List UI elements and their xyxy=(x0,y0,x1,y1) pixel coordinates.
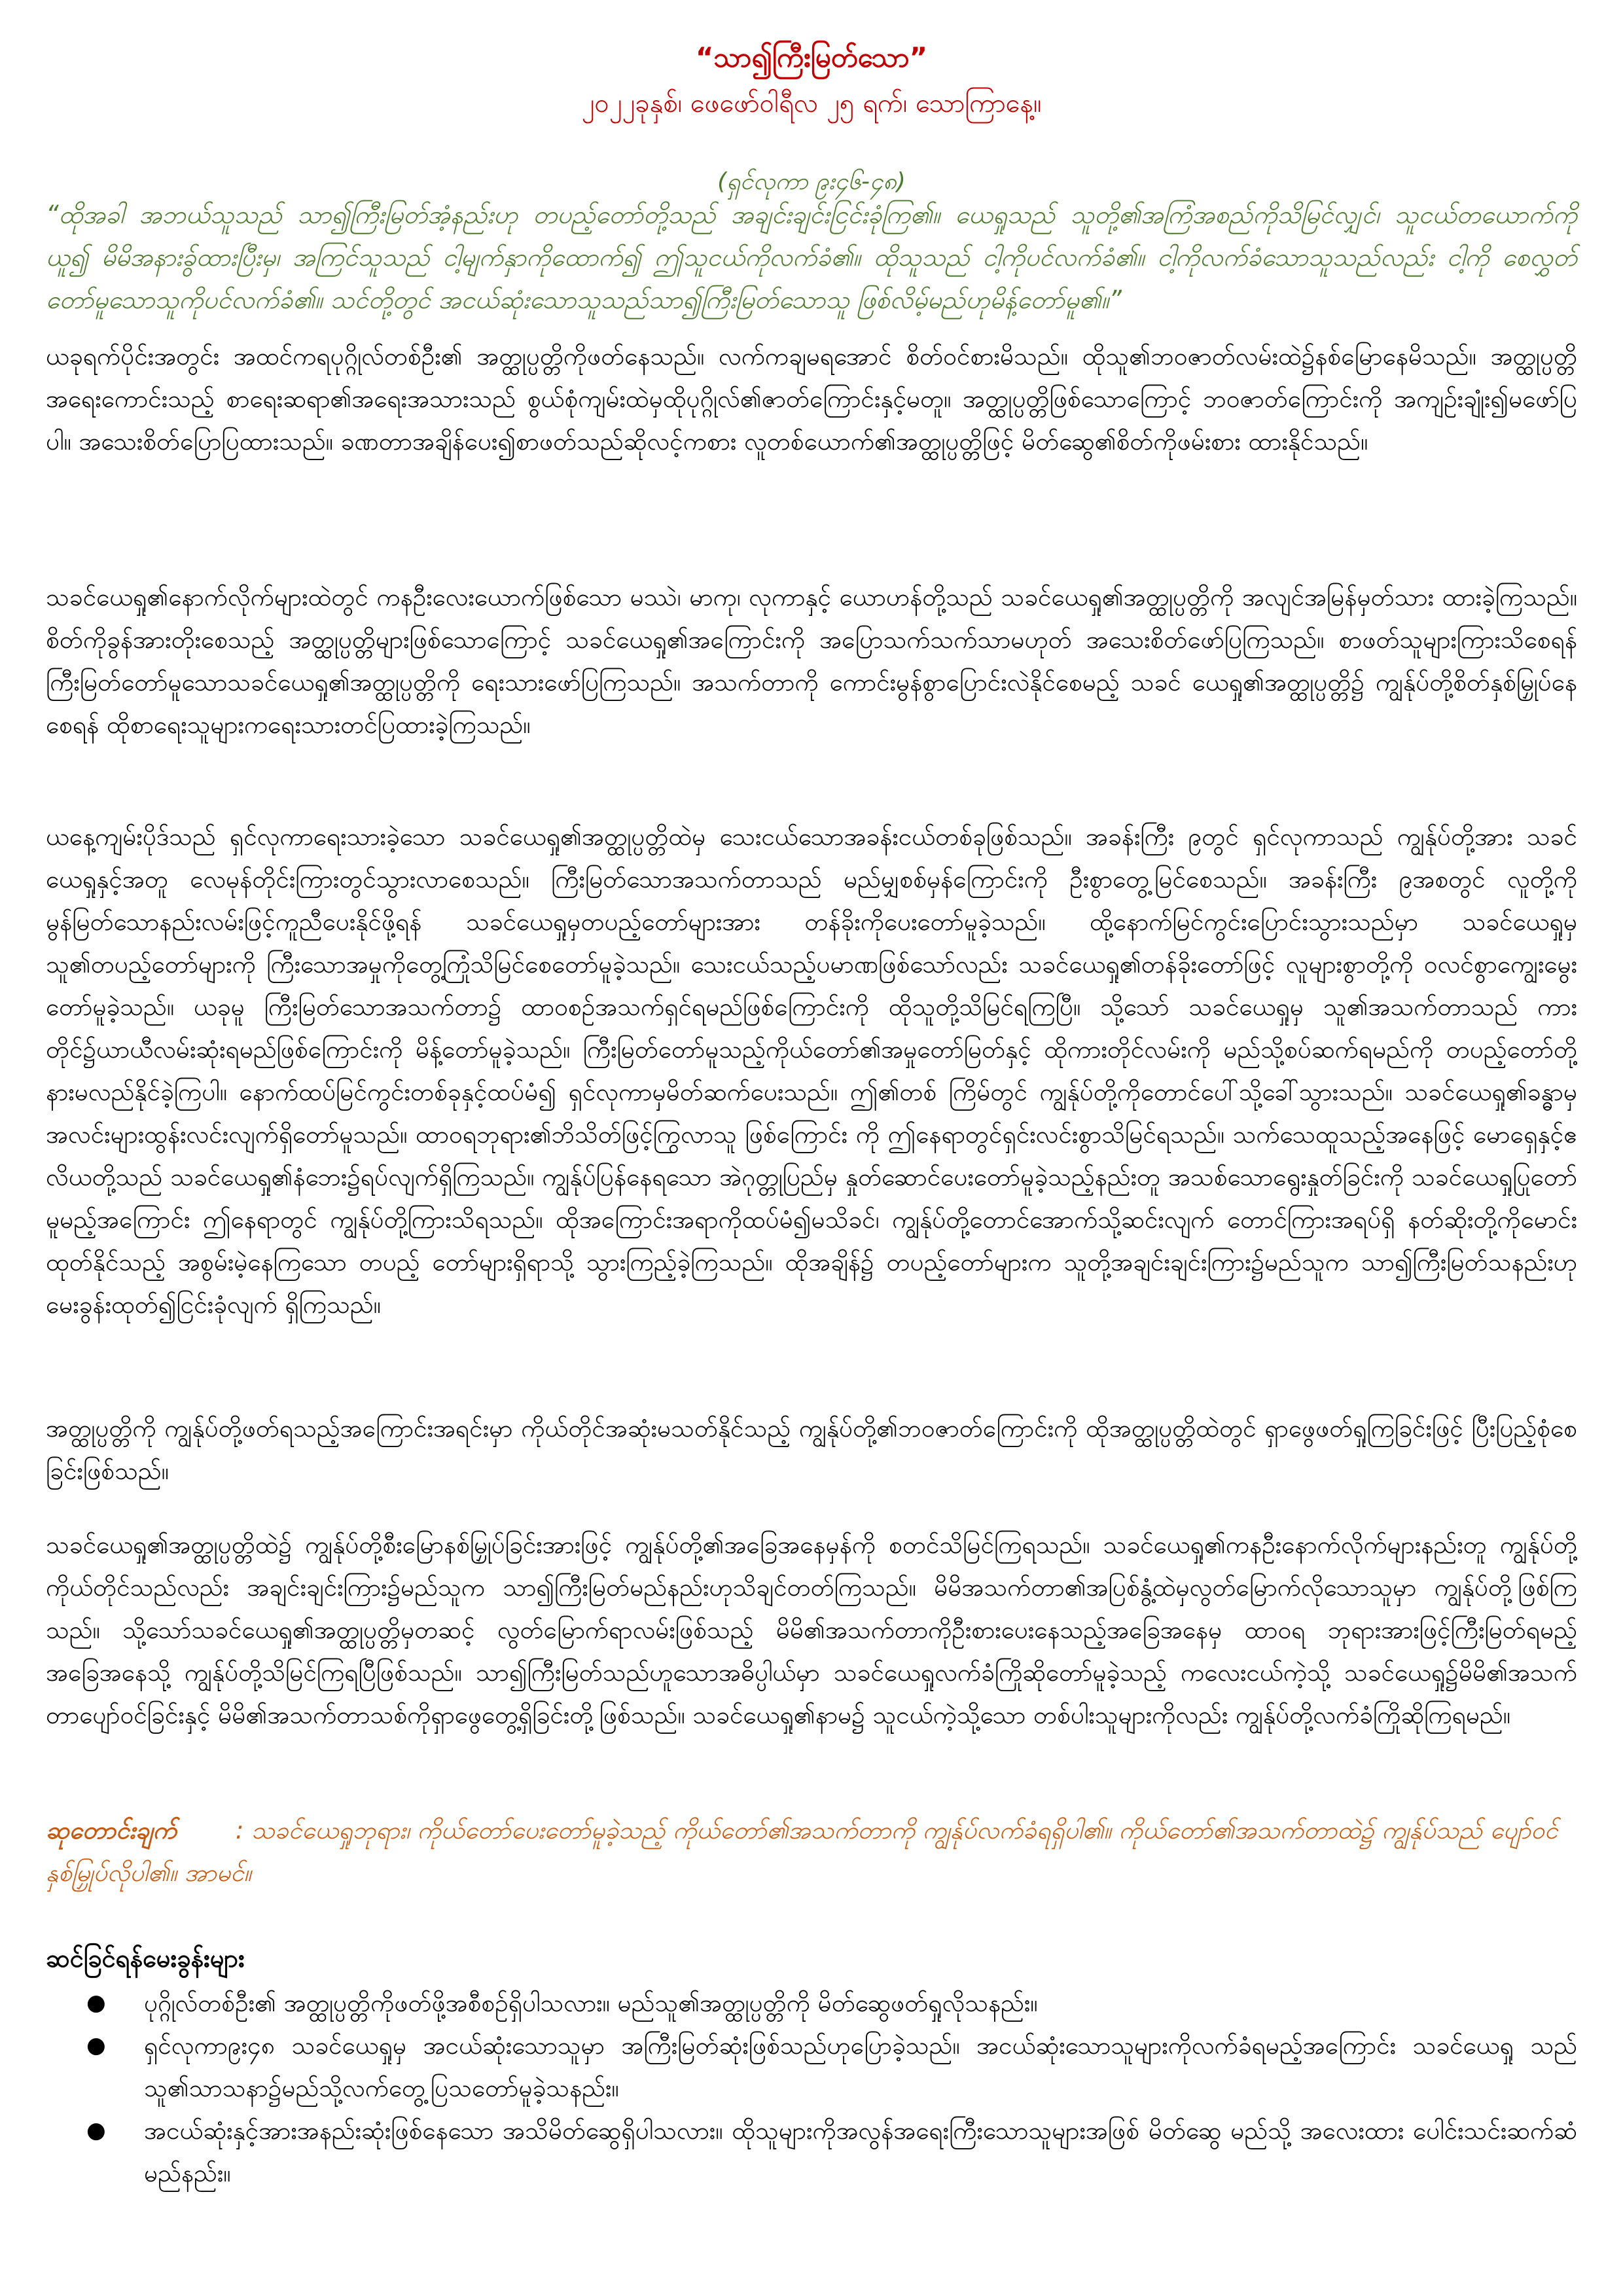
prayer-block xyxy=(46,1809,1577,1894)
body-paragraph-1: ယခုရက်ပိုင်းအတွင်း အထင်ကရပုဂ္ဂိုလ်တစ်ဦး၏ အတ္ထုပ္ပတ္တိကိုဖတ်နေသည်။ လက်ကချမရအောင် စိတ်ဝင်စားမိသည်။ ထိုသူ၏ဘဝဇာတ်လမ်းထဲ၌နစ်မြောနေမိသည်။ အတ္ထုပ္ပတ္တိအရေးကောင်းသည့် စာရေးဆရာ၏အရေးအသားသည် စွယ်စုံကျမ်းထဲမှထိုပုဂ္ဂိုလ်၏ဇာတ်ကြောင်းနှင့်မတူ။ အတ္ထုပ္ပတ္တိဖြစ်သောကြောင့် ဘဝဇာတ်ကြောင်းကို အကျဉ်းချုံး၍မဖော်ပြပါ။ အသေးစိတ်ပြောပြထားသည်။ ခဏတာအချိန်ပေး၍စာဖတ်သည်ဆိုလင့်ကစား လူတစ်ယောက်၏အတ္ထုပ္ပတ္တိဖြင့် မိတ်ဆွေ၏စိတ်ကိုဖမ်းစား ထားနိုင်သည်။ xyxy=(46,342,1577,456)
date-line: ၂၀၂၂ခုနှစ်၊ ဖေဖော်ဝါရီလ ၂၅ ရက်၊ သောကြာနေ့။ xyxy=(581,88,1042,118)
scripture-reference: (ရှင်လုကာ ၉း၄၆-၄၈) xyxy=(717,168,906,195)
list-item xyxy=(46,2024,1577,2109)
body-paragraph-3: ယနေ့ကျမ်းပိုဒ်သည် ရှင်လုကာရေးသားခဲ့သော သခင်ယေရှု၏အတ္ထုပ္ပတ္တိထဲမှ သေးငယ်သောအခန်းငယ်တစ်ခုဖြစ်သည်။ အခန်းကြီး ၉တွင် ရှင်လုကာသည် ကျွန်ုပ်တို့အား သခင်ယေရှုနှင့်အတူ လေမုန်တိုင်းကြားတွင်သွားလာစေသည်။ ကြီးမြတ်သောအသက်တာသည် မည်မျှစစ်မှန်ကြောင်းကို ဦးစွာတွေ့မြင်စေသည်။ အခန်းကြီး ၉အစတွင် လူတို့ကို မွန်မြတ်သောနည်းလမ်းဖြင့်ကူညီပေးနိုင်ဖို့ရန် သခင်ယေရှုမှတပည့်တော်များအား တန်ခိုးကိုပေးတော်မူခဲ့သည်။ ထို့နောက်မြင်ကွင်းပြောင်းသွားသည်မှာ သခင်ယေရှုမှ သူ၏တပည့်တော်များကို ကြီးသောအမှုကိုတွေ့ကြုံသိမြင်စေတော်မူခဲ့သည်။ သေးငယ်သည့်ပမာဏဖြစ်သော်လည်း သခင်ယေရှု၏တန်ခိုးတော်ဖြင့် လူများစွာတို့ကို ဝလင်စွာကျွေးမွေးတော်မူခဲ့သည်။ ယခုမူ ကြီးမြတ်သောအသက်တာ၌ ထာဝစဉ်အသက်ရှင်ရမည်ဖြစ်ကြောင်းကို ထိုသူတို့သိမြင်ရကြပြီ။ သို့သော် သခင်ယေရှုမှ သူ၏အသက်တာသည် ကားတိုင်၌ယာယီလမ်းဆုံးရမည်ဖြစ်ကြောင်းကို မိန့်တော်မူခဲ့သည်။ ကြီးမြတ်တော်မူသည့်ကိုယ်တော်၏အမှုတော်မြတ်နှင့် ထိုကားတိုင်လမ်းကို မည်သို့စပ်ဆက်ရမည်ကို တပည့်တော်တို့နားမလည်နိုင်ခဲ့ကြပါ။ နောက်ထပ်မြင်ကွင်းတစ်ခုနှင့်ထပ်မံ၍ ရှင်လုကာမှမိတ်ဆက်ပေးသည်။ ဤ၏တစ် ကြိမ်တွင် ကျွန်ုပ်တို့ကိုတောင်ပေါ်သို့ခေါ်သွားသည်။ သခင်ယေရှု၏ခန္ဓာမှ အလင်းများထွန်းလင်းလျက်ရှိတော်မူသည်။ ထာဝရဘုရား၏ဘိသိတ်ဖြင့်ကြွလာသူ ဖြစ်ကြောင်း ကို ဤနေရာတွင်ရှင်းလင်းစွာသိမြင်ရသည်။ သက်သေထူသည့်အနေဖြင့် မောရှေနှင့်ဧလိယတို့သည် သခင်ယေရှု၏နံဘေး၌ရပ်လျက်ရှိကြသည်။ ကျွန်ုပ်ပြန်နေရသော အဲဂုတ္တုပြည်မှ နှုတ်ဆောင်ပေးတော်မူခဲ့သည့်နည်းတူ အသစ်သောရွေးနှုတ်ခြင်းကို သခင်ယေရှုပြုတော်မူမည့်အကြောင်း ဤနေရာတွင် ကျွန်ုပ်တို့ကြားသိရသည်။ ထိုအကြောင်းအရာကိုထပ်မံ၍မသိခင်၊ ကျွန်ုပ်တို့တောင်အောက်သို့ဆင်းလျက် တောင်ကြားအရပ်ရှိ နတ်ဆိုးတို့ကိုမောင်းထုတ်နိုင်သည့် အစွမ်းမဲ့နေကြသော တပည့် တော်များရှိရာသို့ သွားကြည့်ခဲ့ကြသည်။ ထိုအချိန်၌ တပည့်တော်များက သူတို့အချင်းချင်းကြား၌မည်သူက သာ၍ကြီးမြတ်သနည်းဟုမေးခွန်းထုတ်၍ငြင်းခုံလျက် ရှိကြသည်။ xyxy=(46,823,1577,1319)
list-item xyxy=(46,2109,1577,2195)
body-paragraph-4: အတ္ထုပ္ပတ္တိကို ကျွန်ုပ်တို့ဖတ်ရသည့်အကြောင်းအရင်းမှာ ကိုယ်တိုင်အဆုံးမသတ်နိုင်သည့် ကျွန်ုပ်တို့၏ဘဝဇာတ်ကြောင်းကို ထိုအတ္ထုပ္ပတ္တိထဲတွင် ရှာဖွေဖတ်ရှုကြခြင်းဖြင့် ပြီးပြည့်စုံစေခြင်းဖြစ်သည်။ xyxy=(46,1414,1577,1485)
prayer-text: : သခင်ယေရှုဘုရား၊ ကိုယ်တော်ပေးတော်မူခဲ့သည့် ကိုယ်တော်၏အသက်တာကို ကျွန်ုပ်လက်ခံရရှိပါ၏။ ကိုယ်တော်၏အသက်တာထဲ၌ ကျွန်ုပ်သည် ပျော်ဝင်နှစ်မြှုပ်လိုပါ၏။ အာမင်။ xyxy=(46,1816,1558,1887)
questions-heading: ဆင်ခြင်ရန်မေးခွန်းများ xyxy=(46,1944,245,1973)
body-paragraph-5: သခင်ယေရှု၏အတ္ထုပ္ပတ္တိထဲ၌ ကျွန်ုပ်တို့စီးမြောနစ်မြှုပ်ခြင်းအားဖြင့် ကျွန်ုပ်တို့၏အခြေအနေမှန်ကို စတင်သိမြင်ကြရသည်။ သခင်ယေရှု၏ကနဦးနောက်လိုက်များနည်းတူ ကျွန်ုပ်တို့ကိုယ်တိုင်သည်လည်း အချင်းချင်းကြား၌မည်သူက သာ၍ကြီးမြတ်မည်နည်းဟုသိချင်တတ်ကြသည်။ မိမိအသက်တာ၏အပြစ်နွံ့ထဲမှလွတ်မြောက်လိုသောသူမှာ ကျွန်ုပ်တို့ဖြစ်ကြသည်။ သို့သော်သခင်ယေရှု၏အတ္ထုပ္ပတ္တိမှတဆင့် လွတ်မြောက်ရာလမ်းဖြစ်သည့် မိမိ၏အသက်တာကိုဦးစားပေးနေသည့်အခြေအနေမှ ထာဝရ ဘုရားအားဖြင့်ကြီးမြတ်ရမည့်အခြေအနေသို့ ကျွန်ုပ်တို့သိမြင်ကြရပြီဖြစ်သည်။ သာ၍ကြီးမြတ်သည်ဟူသောအဓိပ္ပါယ်မှာ သခင်ယေရှုလက်ခံကြိုဆိုတော်မူခဲ့သည့် ကလေးငယ်ကဲ့သို့ သခင်ယေရှု၌မိမိ၏အသက်တာပျော်ဝင်ခြင်းနှင့် မိမိ၏အသက်တာသစ်ကိုရှာဖွေတွေ့ရှိခြင်းတို့ဖြစ်သည်။ သခင်ယေရှု၏နာမ၌ သူငယ်ကဲ့သို့သော တစ်ပါးသူများကိုလည်း ကျွန်ုပ်တို့လက်ခံကြိုဆိုကြရမည်။ xyxy=(46,1531,1577,1729)
scripture-quote: “ထိုအခါ အဘယ်သူသည် သာ၍ကြီးမြတ်အံ့နည်းဟု တပည့်တော်တို့သည် အချင်းချင်းငြင်းခုံကြ၏။ ယေရှုသည် သူတို့၏အကြံအစည်ကိုသိမြင်လျှင်၊ သူငယ်တယောက်ကို ယူ၍ မိမိအနားခွ်ထားပြီးမှ၊ အကြင်သူသည် ငါ့မျက်နှာကိုထောက်၍ ဤသူငယ်ကိုလက်ခံ၏။ ထိုသူသည် ငါ့ကိုပင်လက်ခံ၏။ ငါ့ကိုလက်ခံသောသူသည်လည်း ငါ့ကို စေလွှတ်တော်မူသောသူကိုပင်လက်ခံ၏။ သင်တို့တွင် အငယ်ဆုံးသောသူသည်သာ၍ကြီးမြတ်သောသူ ဖြစ်လိမ့်မည်ဟုမိန့်တော်မူ၏။” xyxy=(46,200,1577,314)
question-text: ပုဂ္ဂိုလ်တစ်ဦး၏ အတ္ထုပ္ပတ္တိကိုဖတ်ဖို့အစီစဉ်ရှိပါသလား။ မည်သူ၏အတ္ထုပ္ပတ္တိကို မိတ်ဆွေဖတ်ရှုလိုသနည်း။ xyxy=(144,1989,1038,2017)
bullet-icon: ● xyxy=(86,2117,106,2144)
list-item xyxy=(46,1982,1577,2024)
body-paragraph-2: သခင်ယေရှု၏နောက်လိုက်များထဲတွင် ကနဦးလေးယောက်ဖြစ်သော မဿဲ၊ မာကု၊ လုကာနှင့် ယောဟန်တို့သည် သခင်ယေရှု၏အတ္ထုပ္ပတ္တိကို အလျင်အမြန်မှတ်သား ထားခဲ့ကြသည်။ စိတ်ကိုခွန်အားတိုးစေသည့် အတ္ထုပ္ပတ္တိများဖြစ်သောကြောင့် သခင်ယေရှု၏အကြောင်းကို အပြောသက်သက်သာမဟုတ် အသေးစိတ်ဖော်ပြကြသည်။ စာဖတ်သူများကြားသိစေရန် ကြီးမြတ်တော်မူသောသခင်ယေရှု၏အတ္ထုပ္ပတ္တိကို ရေးသားဖော်ပြကြသည်။ အသက်တာကို ကောင်းမွန်စွာပြောင်းလဲနိုင်စေမည့် သခင် ယေရှု၏အတ္ထုပ္ပတ္တိ၌ ကျွန်ုပ်တို့စိတ်နှစ်မြှုပ်နေစေရန် ထိုစာရေးသူများကရေးသားတင်ပြထားခဲ့ကြသည်။ xyxy=(46,583,1577,739)
question-text: အငယ်ဆုံးနှင့်အားအနည်းဆုံးဖြစ်နေသော အသိမိတ်ဆွေရှိပါသလား။ ထိုသူများကိုအလွန်အရေးကြီးသောသူများအဖြစ် မိတ်ဆွေ မည်သို့ အလေးထား ပေါင်းသင်းဆက်ဆံမည်နည်း။ xyxy=(144,2117,1577,2187)
questions-list xyxy=(46,1982,1577,2195)
prayer-label: ဆုတောင်းချက် xyxy=(46,1816,177,1844)
question-text: ရှင်လုကာ၉း၄၈ သခင်ယေရှုမှ အငယ်ဆုံးသောသူမှာ အကြီးမြတ်ဆုံးဖြစ်သည်ဟုပြောခဲ့သည်။ အငယ်ဆုံးသောသူများကိုလက်ခံရမည့်အကြောင်း သခင်ယေရှု သည် သူ၏သာသနာ၌မည်သို့လက်တွေ့ပြသတော်မူခဲ့သနည်း။ xyxy=(144,2032,1577,2102)
page-title: “သာ၍ကြီးမြတ်သော” xyxy=(695,41,928,73)
bullet-icon: ● xyxy=(86,1990,106,2016)
bullet-icon: ● xyxy=(86,2032,106,2058)
